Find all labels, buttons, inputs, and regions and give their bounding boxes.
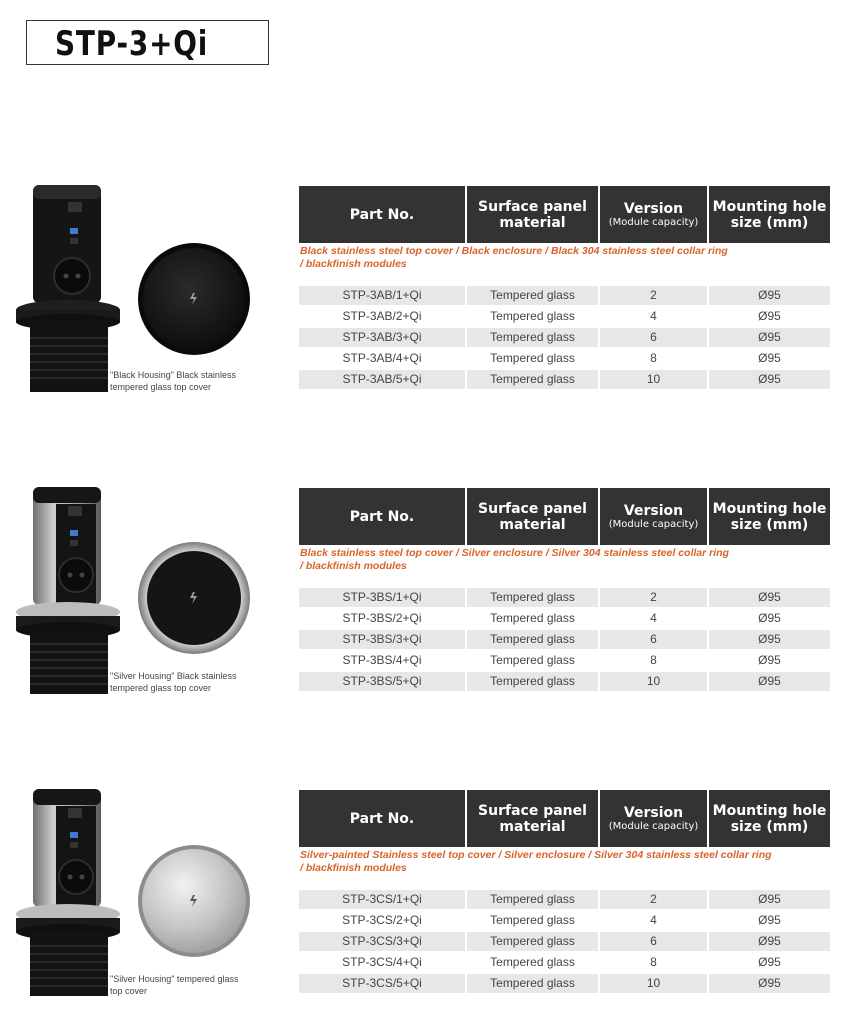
table-row: [299, 608, 830, 629]
cell-hole: Ø95: [709, 328, 830, 347]
cell-hole: Ø95: [758, 913, 781, 927]
cell-material: Tempered glass: [467, 588, 598, 607]
cell-hole: Ø95: [709, 370, 830, 389]
table-row: [299, 910, 830, 931]
caption-line: tempered glass top cover: [110, 381, 212, 392]
header-surface: Surface panel material: [467, 186, 598, 243]
table-row: [299, 931, 830, 952]
product-caption: [110, 671, 260, 694]
product-section-3: [0, 784, 850, 1014]
cell-part: STP-3CS/3+Qi: [299, 932, 465, 951]
table-row: [299, 327, 830, 348]
cell-version: 8: [650, 653, 657, 667]
cell-part: STP-3CS/2+Qi: [342, 913, 422, 927]
cell-hole: Ø95: [709, 974, 830, 993]
caption-line: "Black Housing" Black stainless: [110, 370, 236, 380]
cell-version: 6: [600, 932, 707, 951]
cell-version: 6: [600, 630, 707, 649]
table-row: [299, 348, 830, 369]
cell-part: STP-3AB/4+Qi: [342, 351, 422, 365]
product-caption: [110, 974, 260, 997]
page-title: STP-3+Qi: [55, 24, 209, 64]
cell-part: STP-3AB/1+Qi: [299, 286, 465, 305]
table-row: [299, 629, 830, 650]
cell-hole: Ø95: [709, 630, 830, 649]
finish-note: Black stainless steel top cover / Silver enclosure / Silver 304 stainless steel collar ring / blackfinish modules: [300, 547, 729, 572]
caption-line: "Silver Housing" tempered glass: [110, 974, 239, 984]
header-version: Version (Module capacity): [600, 790, 707, 847]
cell-material: Tempered glass: [467, 890, 598, 909]
cell-hole: Ø95: [709, 672, 830, 691]
cell-material: Tempered glass: [490, 309, 575, 323]
header-mounting: Mounting hole size (mm): [709, 790, 830, 847]
table-header: [299, 790, 830, 847]
cell-version: 4: [650, 309, 657, 323]
caption-line: tempered glass top cover: [110, 682, 212, 693]
cell-version: 10: [600, 974, 707, 993]
finish-note: Silver-painted Stainless steel top cover / Silver enclosure / Silver 304 stainless steel collar ring / blackfinish modules: [300, 849, 772, 874]
table-header: [299, 488, 830, 545]
header-part-no: Part No.: [299, 186, 465, 243]
spec-table: [299, 186, 830, 390]
cell-part: STP-3BS/5+Qi: [299, 672, 465, 691]
product-caption: [110, 370, 260, 393]
table-row: [299, 369, 830, 390]
cell-version: 10: [600, 370, 707, 389]
header-part-no: Part No.: [299, 790, 465, 847]
cell-part: STP-3BS/3+Qi: [299, 630, 465, 649]
table-row: [299, 306, 830, 327]
cell-hole: Ø95: [758, 309, 781, 323]
cell-part: STP-3AB/5+Qi: [299, 370, 465, 389]
cell-material: Tempered glass: [490, 913, 575, 927]
finish-note: Black stainless steel top cover / Black enclosure / Black 304 stainless steel collar ring / blackfinish modules: [300, 245, 728, 270]
table-header: [299, 186, 830, 243]
caption-line: top cover: [110, 985, 148, 996]
header-mounting: Mounting hole size (mm): [709, 186, 830, 243]
cell-part: STP-3CS/5+Qi: [299, 974, 465, 993]
cell-version: 2: [600, 286, 707, 305]
cell-part: STP-3AB/2+Qi: [342, 309, 422, 323]
table-row: [299, 587, 830, 608]
caption-line: "Silver Housing" Black stainless: [110, 671, 237, 681]
table-row: [299, 285, 830, 306]
cell-part: STP-3BS/1+Qi: [299, 588, 465, 607]
cell-version: 4: [650, 611, 657, 625]
product-section-1: [0, 180, 850, 410]
header-mounting: Mounting hole size (mm): [709, 488, 830, 545]
cell-material: Tempered glass: [467, 286, 598, 305]
cell-hole: Ø95: [709, 286, 830, 305]
cell-material: Tempered glass: [467, 932, 598, 951]
table-row: [299, 650, 830, 671]
spec-table: [299, 790, 830, 994]
cell-version: 8: [650, 955, 657, 969]
cell-material: Tempered glass: [467, 672, 598, 691]
cell-part: STP-3BS/4+Qi: [342, 653, 422, 667]
cell-material: Tempered glass: [467, 630, 598, 649]
cell-material: Tempered glass: [490, 653, 575, 667]
spec-table: [299, 488, 830, 692]
cell-hole: Ø95: [709, 890, 830, 909]
table-row: [299, 889, 830, 910]
cell-version: 4: [650, 913, 657, 927]
cell-part: STP-3CS/1+Qi: [299, 890, 465, 909]
cell-hole: Ø95: [758, 351, 781, 365]
table-row: [299, 671, 830, 692]
cell-part: STP-3CS/4+Qi: [342, 955, 422, 969]
title-box: [26, 20, 269, 65]
cell-part: STP-3AB/3+Qi: [299, 328, 465, 347]
cell-version: 2: [600, 890, 707, 909]
cell-version: 10: [600, 672, 707, 691]
cell-hole: Ø95: [709, 932, 830, 951]
product-section-2: [0, 482, 850, 712]
table-row: [299, 973, 830, 994]
cell-hole: Ø95: [709, 588, 830, 607]
cell-material: Tempered glass: [490, 351, 575, 365]
cell-material: Tempered glass: [467, 974, 598, 993]
header-version: Version (Module capacity): [600, 186, 707, 243]
header-surface: Surface panel material: [467, 488, 598, 545]
cell-hole: Ø95: [758, 653, 781, 667]
header-surface: Surface panel material: [467, 790, 598, 847]
header-version: Version (Module capacity): [600, 488, 707, 545]
cell-material: Tempered glass: [490, 611, 575, 625]
cell-material: Tempered glass: [490, 955, 575, 969]
cell-version: 8: [650, 351, 657, 365]
cell-part: STP-3BS/2+Qi: [342, 611, 422, 625]
cell-hole: Ø95: [758, 611, 781, 625]
cell-material: Tempered glass: [467, 370, 598, 389]
table-row: [299, 952, 830, 973]
cell-material: Tempered glass: [467, 328, 598, 347]
cell-hole: Ø95: [758, 955, 781, 969]
cell-version: 2: [600, 588, 707, 607]
header-part-no: Part No.: [299, 488, 465, 545]
cell-version: 6: [600, 328, 707, 347]
